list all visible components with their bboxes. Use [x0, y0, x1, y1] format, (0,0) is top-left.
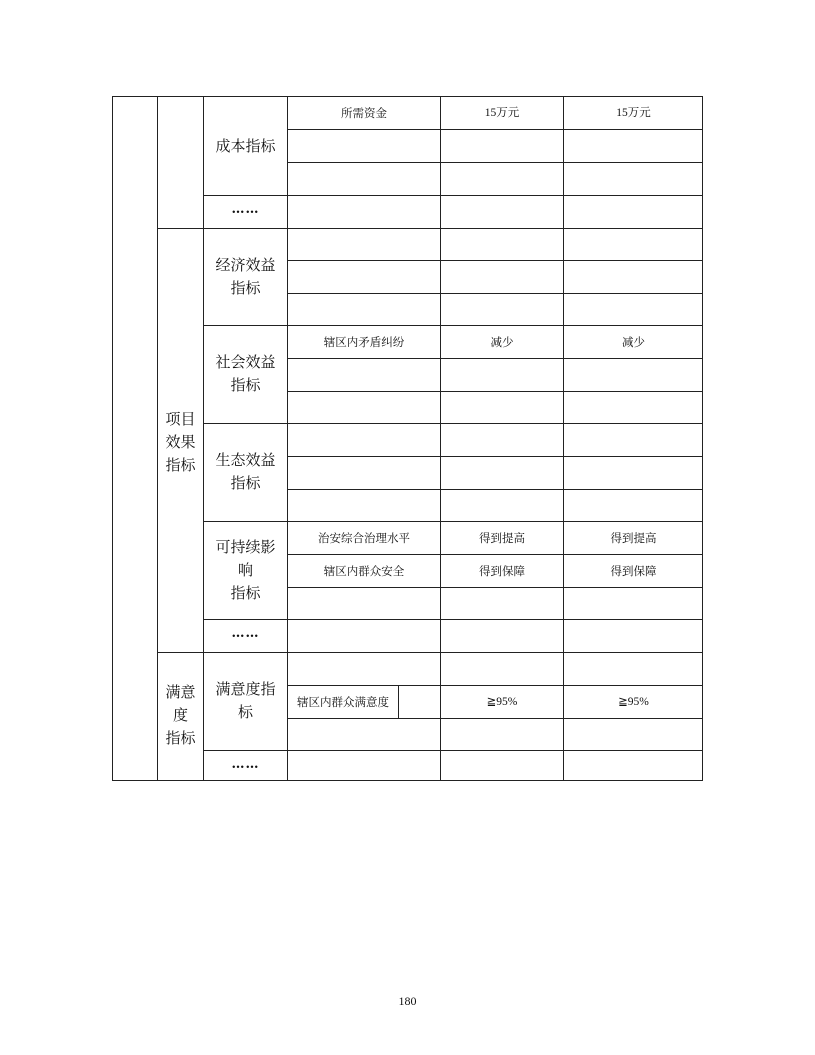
cell-target-value: 得到保障 — [479, 564, 525, 578]
col-divider-5 — [563, 97, 564, 781]
cell-indicator-name: 治安综合治理水平 — [318, 531, 410, 545]
level3-ecological-label — [204, 424, 287, 520]
label-line: 社会效益 — [215, 353, 276, 371]
label-line: 满意 — [165, 682, 196, 701]
cost-more-ellipsis: …… — [231, 202, 260, 217]
label-line: 可持续影 — [215, 537, 276, 556]
level2-effect-label — [158, 397, 203, 487]
row-line — [287, 358, 703, 359]
cell-target-value: 得到提高 — [479, 531, 525, 545]
group-line — [203, 750, 703, 751]
row-line — [287, 162, 703, 163]
level2-satisfaction-label — [158, 670, 203, 760]
group-line — [203, 195, 703, 196]
cell-actual-value: 得到保障 — [610, 564, 657, 578]
label-line: 指标 — [230, 474, 261, 492]
label-line: 经济效益 — [215, 256, 276, 274]
cell-actual-value: ≧95% — [618, 696, 649, 708]
col-divider-4 — [440, 97, 441, 781]
group-line — [203, 619, 703, 620]
row-line — [287, 391, 703, 392]
cell-target-value: 减少 — [490, 335, 514, 349]
satisfaction-more-ellipsis: …… — [231, 757, 260, 772]
level3-cost-label — [204, 130, 287, 162]
label-line: 效果 — [165, 432, 196, 451]
label-line: 指标 — [165, 728, 196, 747]
indicator-table — [112, 96, 703, 781]
cell-target-value: ≧95% — [486, 696, 518, 708]
row-line — [287, 129, 703, 130]
level3-sustainable-label — [204, 522, 287, 618]
row-line — [287, 260, 703, 261]
row-line — [287, 293, 703, 294]
cell-actual-value: 15万元 — [616, 107, 651, 119]
label-line: 满意度指 — [215, 680, 276, 698]
cell-indicator-name: 所需资金 — [341, 106, 387, 120]
cell-actual-value: 得到提高 — [610, 531, 657, 545]
row-line — [287, 554, 703, 555]
cell-indicator-name: 辖区内群众安全 — [323, 564, 405, 578]
inner-box-divider — [398, 686, 399, 718]
label-line: 标 — [237, 703, 253, 721]
label-line: 成本指标 — [215, 136, 276, 155]
label-line: 指标 — [230, 376, 261, 394]
label-line: 生态效益 — [215, 451, 276, 469]
page-number: 180 — [398, 994, 417, 1008]
row-line — [287, 456, 703, 457]
row-line — [287, 489, 703, 490]
cell-target-value: 15万元 — [484, 107, 520, 119]
label-line: 指标 — [165, 455, 196, 474]
label-line: 指标 — [230, 279, 261, 297]
label-line: 响 — [237, 560, 253, 579]
level3-economic-label — [204, 229, 287, 325]
cell-indicator-name: 辖区内矛盾纠纷 — [323, 335, 405, 349]
effect-more-ellipsis: …… — [231, 626, 260, 641]
level3-satisfaction-label — [204, 653, 287, 749]
row-line — [287, 685, 703, 686]
label-line: 度 — [172, 705, 188, 724]
cell-indicator-name: 辖区内群众满意度 — [297, 695, 389, 709]
label-line: 指标 — [230, 583, 261, 602]
label-line: 项目 — [165, 409, 196, 428]
level3-social-label — [204, 326, 287, 422]
row-line — [287, 587, 703, 588]
row-line — [287, 718, 703, 719]
cell-actual-value: 减少 — [622, 335, 645, 349]
col-divider-3 — [287, 97, 288, 781]
